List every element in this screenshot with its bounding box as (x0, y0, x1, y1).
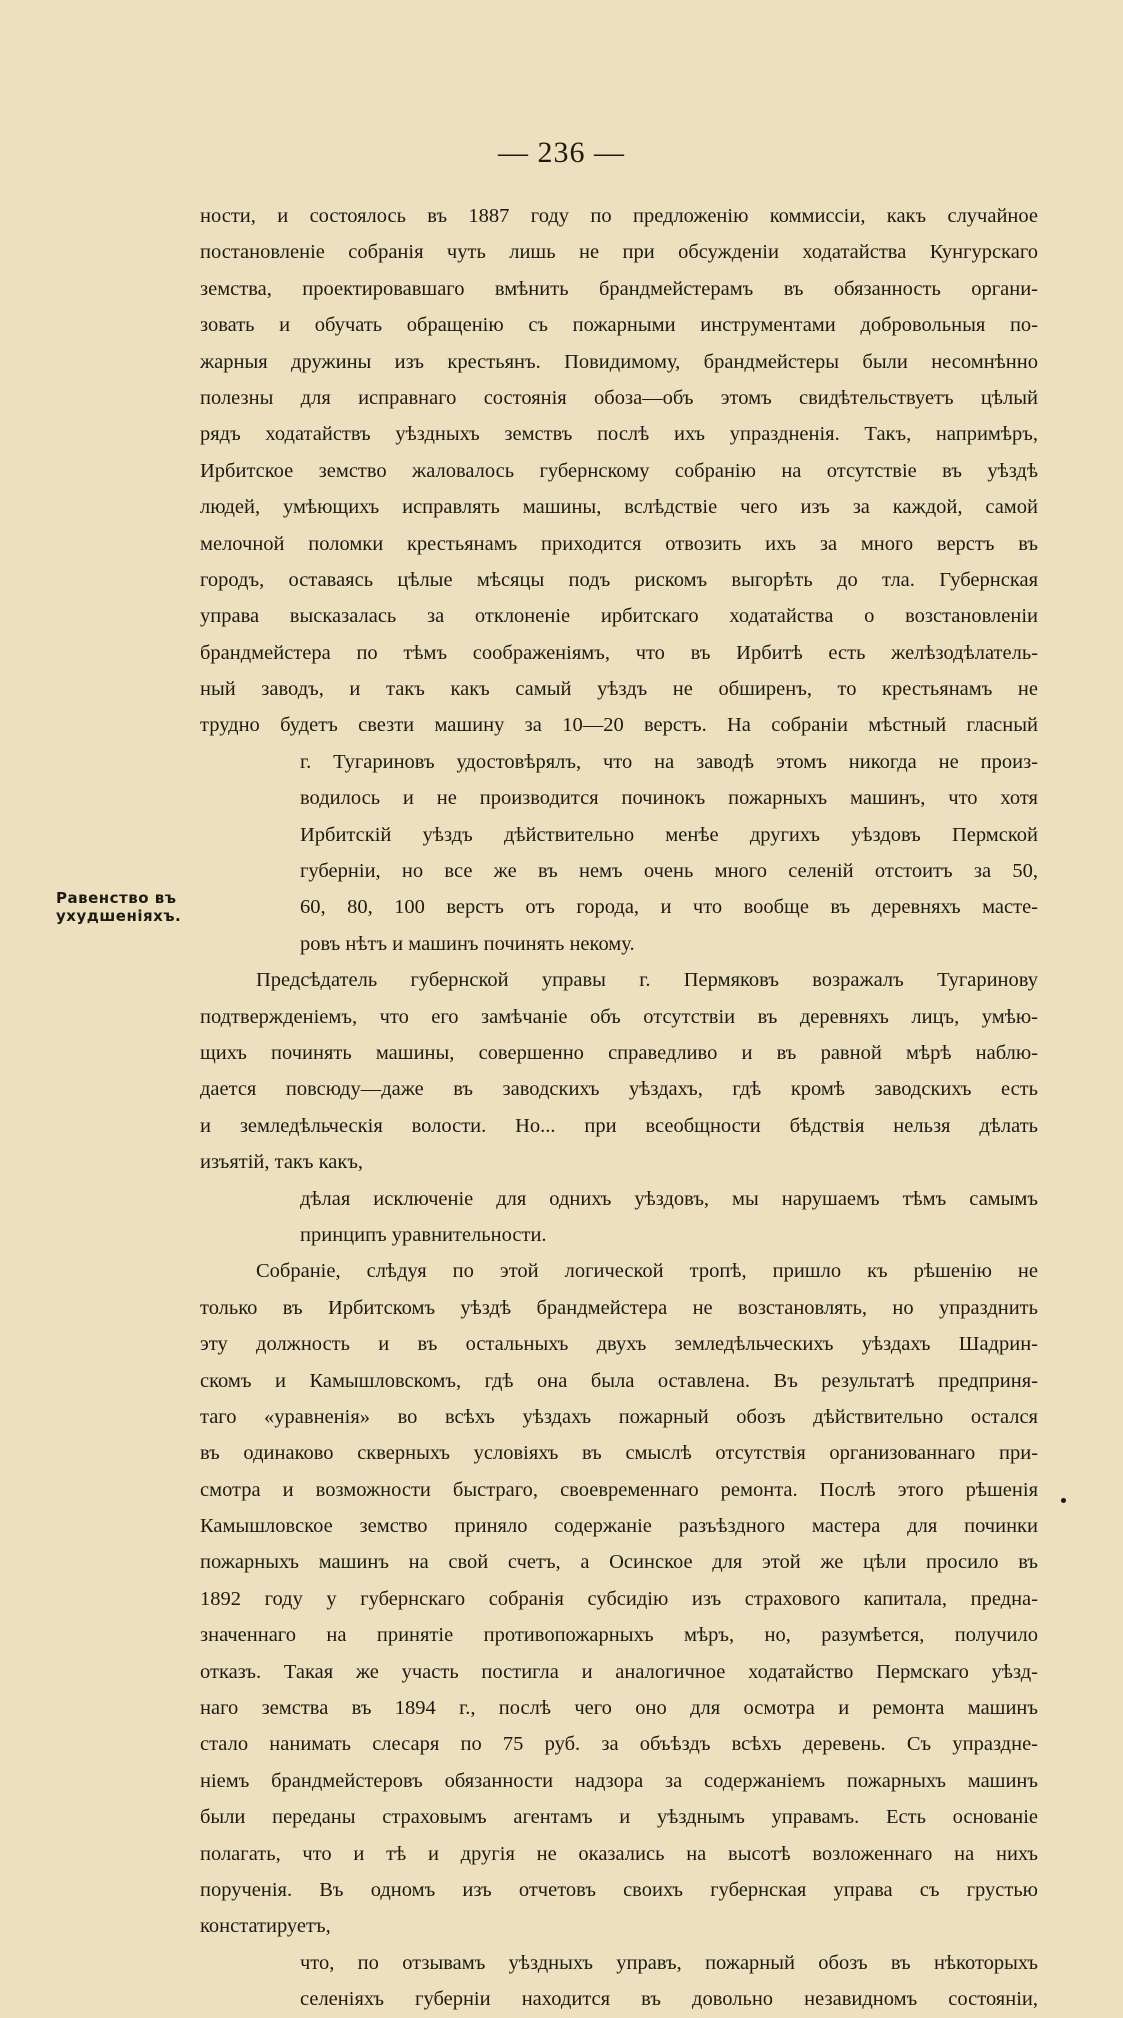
text-line: людей, умѣющихъ исправлять машины, вслѣдствіе чего изъ за каждой, самой (200, 496, 1038, 519)
text-line: зовать и обучать обращенію съ пожарными инструментами добровольныя по- (200, 314, 1038, 337)
text-line: таго «уравненія» во всѣхъ уѣздахъ пожарный обозъ дѣйствительно остался (200, 1405, 1038, 1428)
text-line: стало нанимать слесаря по 75 руб. за объѣздъ всѣхъ деревень. Съ упраздне- (200, 1733, 1038, 1756)
text-line: городъ, оставаясь цѣлые мѣсяцы подъ рискомъ выгорѣть до тла. Губернская (200, 568, 1038, 591)
text-line: брандмейстера по тѣмъ соображеніямъ, что въ Ирбитѣ есть желѣзодѣлатель- (200, 641, 1038, 664)
text-line: пожарныхъ машинъ на свой счетъ, а Осинское для этой же цѣли просило въ (200, 1551, 1038, 1574)
text-line: управа высказалась за отклоненіе ирбитскаго ходатайства о возстановленіи (200, 605, 1038, 628)
text-line: принципъ уравнительности. (300, 1223, 547, 1246)
text-line: ніемъ брандмейстеровъ обязанности надзора за содержаніемъ пожарныхъ машинъ (200, 1769, 1038, 1792)
text-line: Предсѣдатель губернской управы г. Пермяковъ возражалъ Тугаринову (256, 969, 1038, 992)
text-line: ности, и состоялось въ 1887 году по предложенію коммиссіи, какъ случайное (200, 205, 1038, 227)
text-line: ровъ нѣтъ и машинъ починять некому. (300, 932, 635, 955)
text-line: подтвержденіемъ, что его замѣчаніе объ отсутствіи въ деревняхъ лицъ, умѣю- (200, 1005, 1038, 1028)
text-line: въ одинаково скверныхъ условіяхъ въ смыслѣ отсутствія организованнаго при- (200, 1442, 1038, 1465)
margin-note-line: Равенство въ (56, 889, 177, 907)
text-line: Ирбитскій уѣздъ дѣйствительно менѣе другихъ уѣздовъ Пермской (300, 823, 1038, 846)
text-line: водилось и не производится починокъ пожарныхъ машинъ, что хотя (300, 787, 1038, 810)
text-line: значеннаго на принятіе противопожарныхъ мѣръ, но, разумѣется, получило (200, 1624, 1038, 1647)
text-line: щихъ починять машины, совершенно справедливо и въ равной мѣрѣ наблю- (200, 1041, 1038, 1064)
text-line: постановленіе собранія чуть лишь не при обсужденіи ходатайства Кунгурскаго (200, 241, 1038, 264)
text-line: были переданы страховымъ агентамъ и уѣзднымъ управамъ. Есть основаніе (200, 1806, 1038, 1829)
text-line: 1892 году у губернскаго собранія субсидію изъ страхового капитала, предна- (200, 1587, 1038, 1610)
text-line: трудно будетъ свезти машину за 10—20 верстъ. На собраніи мѣстный гласный (200, 714, 1038, 737)
text-line: смотра и возможности быстраго, своевременнаго ремонта. Послѣ этого рѣшенія (200, 1478, 1038, 1501)
margin-note (56, 889, 196, 925)
text-line: наго земства въ 1894 г., послѣ чего оно для осмотра и ремонта машинъ (200, 1697, 1038, 1720)
text-line: селеніяхъ губерніи находится въ довольно незавидномъ состояніи, (300, 1988, 1038, 2011)
text-line: что, по отзывамъ уѣздныхъ управъ, пожарный обозъ въ нѣкоторыхъ (300, 1951, 1038, 1974)
page-number: — 236 — (498, 136, 625, 169)
text-line: скомъ и Камышловскомъ, гдѣ она была оставлена. Въ результатѣ предприня- (200, 1369, 1038, 1392)
text-line: ный заводъ, и такъ какъ самый уѣздъ не обширенъ, то крестьянамъ не (200, 678, 1038, 701)
text-line: только въ Ирбитскомъ уѣздѣ брандмейстера не возстановлять, но упразднить (200, 1296, 1038, 1319)
text-line: Ирбитское земство жаловалось губернскому собранію на отсутствіе въ уѣздѣ (200, 459, 1038, 482)
text-line: мелочной поломки крестьянамъ приходится отвозить ихъ за много верстъ въ (200, 532, 1038, 555)
text-line: дается повсюду—даже въ заводскихъ уѣздахъ, гдѣ кромѣ заводскихъ есть (200, 1078, 1038, 1101)
margin-note-line: ухудшеніяхъ. (56, 907, 182, 925)
text-line: отказъ. Такая же участь постигла и аналогичное ходатайство Пермскаго уѣзд- (200, 1660, 1038, 1683)
text-line: порученія. Въ одномъ изъ отчетовъ своихъ губернская управа съ грустью (200, 1878, 1038, 1901)
text-line: жарныя дружины изъ крестьянъ. Повидимому, брандмейстеры были несомнѣнно (200, 350, 1038, 373)
text-line: эту должность и въ остальныхъ двухъ земледѣльческихъ уѣздахъ Шадрин- (200, 1333, 1038, 1356)
text-line: земства, проектировавшаго вмѣнить брандмейстерамъ въ обязанность органи- (200, 277, 1038, 300)
text-line: рядъ ходатайствъ уѣздныхъ земствъ послѣ ихъ упраздненія. Такъ, напримѣръ, (200, 423, 1038, 446)
text-line: и земледѣльческія волости. Но... при всеобщности бѣдствія нельзя дѣлать (200, 1114, 1038, 1137)
text-line: Камышловское земство приняло содержаніе разъѣздного мастера для починки (200, 1515, 1038, 1538)
text-line: констатируетъ, (200, 1915, 331, 1938)
text-line: дѣлая исключеніе для однихъ уѣздовъ, мы нарушаемъ тѣмъ самымъ (300, 1187, 1038, 1210)
text-line: 60, 80, 100 верстъ отъ города, и что вообще въ деревняхъ масте- (300, 896, 1038, 919)
text-line: полагать, что и тѣ и другія не оказались на высотѣ возложеннаго на нихъ (200, 1842, 1038, 1865)
ink-speck (1061, 1498, 1066, 1503)
text-line: Собраніе, слѣдуя по этой логической тропѣ, пришло къ рѣшенію не (256, 1260, 1038, 1283)
text-line: губерніи, но все же въ немъ очень много селеній отстоитъ за 50, (300, 860, 1038, 883)
text-line: г. Тугариновъ удостовѣрялъ, что на заводѣ этомъ никогда не произ- (300, 750, 1038, 773)
text-line: полезны для исправнаго состоянія обоза—объ этомъ свидѣтельствуетъ цѣлый (200, 386, 1038, 409)
body-text (200, 198, 1038, 2018)
text-line: изъятій, такъ какъ, (200, 1151, 364, 1174)
